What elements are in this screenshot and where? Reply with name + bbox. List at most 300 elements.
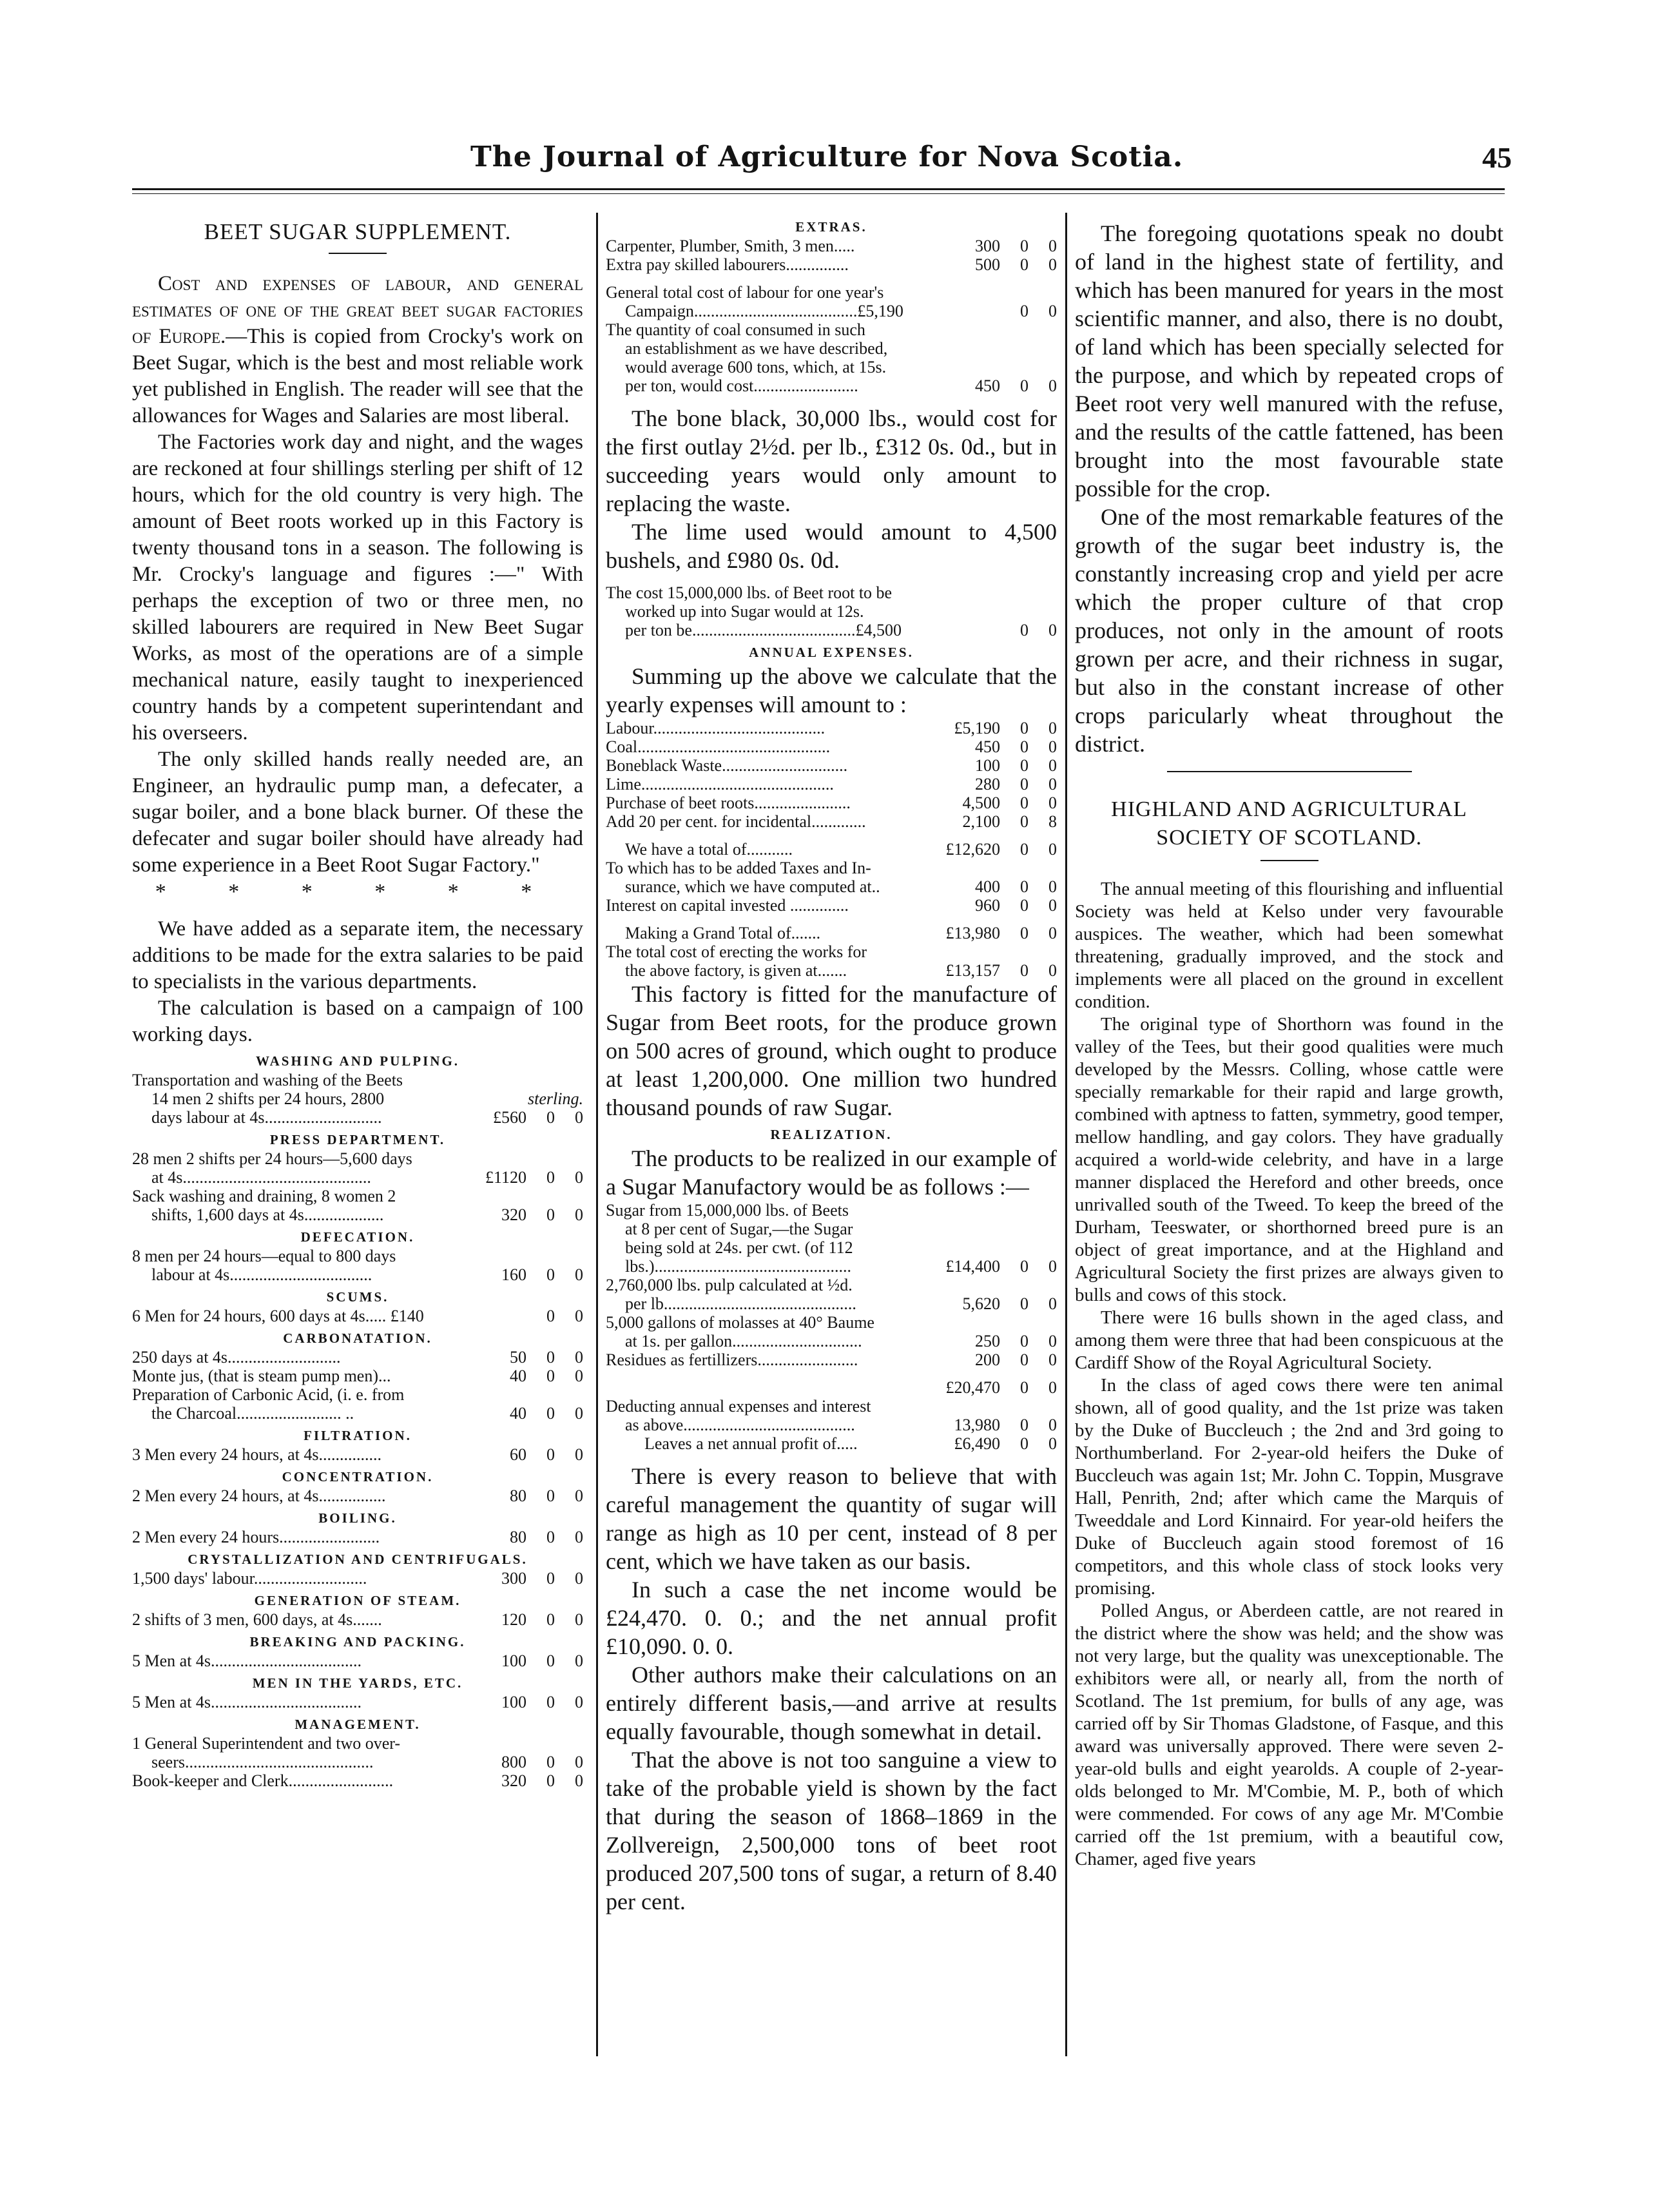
paragraph: The only skilled hands really needed are, an Engineer, an hydraulic pump man, a defecater, a sugar boiler, and a bone black burner. Of these the defecater and sugar boiler should have already had some experience in a Beet Root Sugar Factory." — [132, 748, 583, 877]
table-row — [132, 1610, 583, 1629]
row-pence: 0 — [1048, 719, 1057, 737]
table-row — [606, 737, 1057, 756]
table-row — [606, 924, 1057, 942]
table-subheading: MANAGEMENT. — [294, 1717, 421, 1732]
row-label: 2 Men every 24 hours, at 4s................ — [132, 1486, 386, 1505]
intro-paragraph — [132, 271, 583, 429]
row-pounds: £5,190 — [954, 719, 1000, 737]
row-pence: 0 — [575, 1528, 583, 1546]
table-subheading: EXTRAS. — [795, 219, 867, 235]
row-shillings: 0 — [1020, 621, 1028, 639]
row-pence: 0 — [1048, 775, 1057, 794]
table-row — [606, 283, 1057, 302]
table-subheading: BOILING. — [318, 1510, 397, 1526]
paragraph: The products to be realized in our example of a Sugar Manufactory would be as follows :— — [606, 1145, 1057, 1200]
row-shillings: 0 — [1020, 812, 1028, 831]
row-pounds: 200 — [975, 1350, 1000, 1369]
column-two — [606, 219, 1057, 1916]
heading-rule — [329, 253, 387, 254]
row-label: 1,500 days' labour........................... — [132, 1569, 367, 1588]
row-pence: 0 — [1048, 896, 1057, 915]
table-row — [606, 1201, 1057, 1220]
row-shillings: 0 — [546, 1367, 555, 1385]
row-pounds: 320 — [501, 1771, 526, 1790]
table-row — [132, 1168, 583, 1187]
row-label: Leaves a net annual profit of..... — [644, 1434, 858, 1453]
row-label: Labour......................................... — [606, 719, 826, 737]
section-stars: * * * * * * — [155, 880, 561, 904]
row-label: Sugar from 15,000,000 lbs. of Beets — [606, 1201, 849, 1220]
row-label: The cost 15,000,000 lbs. of Beet root to be — [606, 583, 893, 602]
row-pounds: £13,157 — [945, 961, 1000, 980]
table-subheading: GENERATION OF STEAM. — [254, 1593, 461, 1608]
table-row — [132, 1528, 583, 1546]
row-shillings: 0 — [546, 1753, 555, 1771]
row-label: days labour at 4s............................ — [151, 1108, 382, 1127]
row-pounds: £1120 — [485, 1168, 526, 1187]
row-label: Making a Grand Total of....... — [625, 924, 821, 942]
paragraph: The Factories work day and night, and the wages are reckoned at four shillings sterling per shift of 12 hours, which for the old country is very high. The amount of Beet roots worked up in this Factory is twenty thousand tons in a season. The following is Mr. Crocky's language and figures :—" With perhaps the exception of two or three men, no skilled labourers are required in New Beet Sugar Works, as most of the operations are of a simple mechanical nature, easily taught to inexperienced country hands by a competent superintendant and his overseers. — [132, 431, 583, 745]
row-shillings: 0 — [1020, 719, 1028, 737]
table-subheading: MEN IN THE YARDS, ETC. — [252, 1675, 463, 1691]
row-pence: 0 — [1048, 302, 1057, 320]
row-label: We have a total of........... — [625, 840, 793, 859]
row-shillings: 0 — [546, 1108, 555, 1127]
row-shillings: 0 — [1020, 737, 1028, 756]
table-row — [132, 1445, 583, 1464]
row-pence: 0 — [1048, 376, 1057, 395]
table-row — [132, 1089, 583, 1108]
paragraph: Other authors make their calculations on an entirely different basis,—and arrive at results equally favourable, though somewhat in detail. — [606, 1662, 1057, 1744]
row-pounds: 40 — [510, 1367, 526, 1385]
table-row — [606, 812, 1057, 831]
row-pounds: 40 — [510, 1404, 526, 1423]
table-row — [606, 1294, 1057, 1313]
row-pence: 0 — [1048, 255, 1057, 274]
row-pounds: £12,620 — [945, 840, 1000, 859]
row-shillings: 0 — [546, 1610, 555, 1629]
paragraph: The bone black, 30,000 lbs., would cost for the first outlay 2½d. per lb., £312 0s. 0d., but in succeeding years would only amount to replacing the waste. — [606, 405, 1057, 516]
annual-expenses-table — [606, 719, 1057, 831]
table-row — [606, 1397, 1057, 1416]
row-pounds: 250 — [975, 1332, 1000, 1350]
row-label: seers............................................. — [151, 1753, 374, 1771]
column-divider — [596, 213, 598, 2056]
paragraph: This factory is fitted for the manufacture of Sugar from Beet roots, for the produce grown on 500 acres of ground, which ought to produce at least 1,200,000. One million two hundred thousand pounds of raw Sugar. — [606, 981, 1057, 1120]
row-pounds: 100 — [501, 1693, 526, 1711]
row-label: 1 General Superintendent and two over- — [132, 1734, 401, 1753]
row-pounds: 100 — [975, 756, 1000, 775]
row-label: The total cost of erecting the works for — [606, 942, 867, 961]
table-subheading: WASHING AND PULPING. — [255, 1053, 460, 1069]
paragraph: In such a case the net income would be £24,470. 0. 0.; and the net annual profit £10,090. 0. 0. — [606, 1577, 1057, 1659]
article-heading: HIGHLAND AND AGRICULTURAL SOCIETY OF SCOTLAND. — [1111, 797, 1467, 850]
row-shillings: 0 — [1020, 877, 1028, 896]
paragraph: That the above is not too sanguine a view to take of the probable yield is shown by the fact that during the season of 1868–1869 in the Zollvereign, 2,500,000 tons of beet root produced 207,500 tons of sugar, a return of 8.40 per cent. — [606, 1747, 1057, 1914]
table-row — [606, 237, 1057, 255]
row-label: surance, which we have computed at.. — [625, 877, 880, 896]
heading-rule — [1260, 860, 1318, 861]
row-label: 5 Men at 4s.................................... — [132, 1693, 362, 1711]
table-row — [132, 1486, 583, 1505]
row-pence: 0 — [1048, 877, 1057, 896]
row-pence: 0 — [1048, 237, 1057, 255]
row-label: 8 men per 24 hours—equal to 800 days — [132, 1247, 396, 1265]
table-row — [606, 1257, 1057, 1276]
spacer — [606, 915, 1057, 924]
header-rule — [132, 188, 1505, 190]
column-three — [1075, 219, 1503, 1871]
table-row — [606, 756, 1057, 775]
row-pounds: 50 — [510, 1348, 526, 1367]
row-label: Add 20 per cent. for incidental............. — [606, 812, 866, 831]
spacer — [606, 1369, 1057, 1378]
row-shillings: 0 — [546, 1771, 555, 1790]
row-pence: 0 — [1048, 961, 1057, 980]
row-label: Campaign.......................................£5,190 — [625, 302, 903, 320]
row-label: worked up into Sugar would at 12s. — [625, 602, 864, 621]
row-shillings: 0 — [1020, 896, 1028, 915]
intro-text: —This is copied from Crocky's work on Beet Sugar, which is the best and most reliable work yet published in English. The reader will see that the allowances for Wages and Salaries are most liberal. — [132, 325, 583, 427]
table-row — [132, 1265, 583, 1284]
table-row — [132, 1385, 583, 1404]
row-pence: 8 — [1048, 812, 1057, 831]
table-row — [132, 1108, 583, 1127]
row-label: lbs.)............................................... — [625, 1257, 851, 1276]
paragraph: The lime used would amount to 4,500 bushels, and £980 0s. 0d. — [606, 519, 1057, 573]
row-pence: 0 — [1048, 1294, 1057, 1313]
row-pounds: 300 — [501, 1569, 526, 1588]
row-label: the above factory, is given at....... — [625, 961, 847, 980]
table-row — [132, 1367, 583, 1385]
row-pence: 0 — [575, 1445, 583, 1464]
row-pence: 0 — [575, 1771, 583, 1790]
row-pence: 0 — [575, 1651, 583, 1670]
spacer — [606, 395, 1057, 404]
row-label: at 4s............................................. — [151, 1168, 371, 1187]
row-pounds: 500 — [975, 255, 1000, 274]
row-pounds: 80 — [510, 1486, 526, 1505]
paragraph: The original type of Shorthorn was found in the valley of the Tees, but their good qualities were much developed by the Messrs. Colling, whose cattle were specially remarkable for their rapid and large growth, combined with aptness to fatten, symmetry, good temper, mellow handling, and gay colors. They have gradually acquired a world-wide celebrity, and have in a large manner displaced the Hereford and other breeds, once unrivalled south of the Tweed. To keep the breed of the Durham, Teeswater, or shorthorned breed pure is an object of great importance, and at the Highland and Agricultural Society the first prizes are always given to bulls and cows of this stock. — [1075, 1014, 1503, 1305]
row-label: Book-keeper and Clerk......................... — [132, 1771, 394, 1790]
row-label: would average 600 tons, which, at 15s. — [625, 358, 887, 376]
row-pounds: £14,400 — [945, 1257, 1000, 1276]
table-row — [606, 320, 1057, 339]
row-shillings: 0 — [1020, 756, 1028, 775]
table-subheading: CARBONATATION. — [283, 1330, 432, 1346]
row-label: 3 Men every 24 hours, at 4s............... — [132, 1445, 382, 1464]
row-shillings: 0 — [1020, 255, 1028, 274]
row-shillings: 0 — [1020, 302, 1028, 320]
row-shillings: 0 — [546, 1445, 555, 1464]
row-pounds: £20,470 — [945, 1378, 1000, 1397]
table-row — [606, 621, 1057, 639]
journal-title: The Journal of Agriculture for Nova Scotia. — [470, 141, 1184, 173]
row-pence: 0 — [1048, 1350, 1057, 1369]
row-label: at 1s. per gallon............................... — [625, 1332, 862, 1350]
row-pence: 0 — [575, 1404, 583, 1423]
table-row — [132, 1734, 583, 1753]
row-pence: 0 — [575, 1610, 583, 1629]
row-label: Transportation and washing of the Beets — [132, 1071, 403, 1089]
table-row — [606, 877, 1057, 896]
row-label: Boneblack Waste.............................. — [606, 756, 848, 775]
table-subheading: ANNUAL EXPENSES. — [749, 645, 914, 660]
paragraph: Summing up the above we calculate that the yearly expenses will amount to : — [606, 663, 1057, 717]
table-row — [606, 1434, 1057, 1453]
row-pounds: £6,490 — [954, 1434, 1000, 1453]
row-label: Lime.............................................. — [606, 775, 834, 794]
row-pence: 0 — [575, 1108, 583, 1127]
row-label: at 8 per cent of Sugar,—the Sugar — [625, 1220, 853, 1238]
table-row — [132, 1205, 583, 1224]
row-shillings: 0 — [546, 1486, 555, 1505]
row-pounds: 450 — [975, 737, 1000, 756]
table-row — [606, 1332, 1057, 1350]
row-label: Purchase of beet roots....................... — [606, 794, 851, 812]
row-label: 250 days at 4s........................... — [132, 1348, 341, 1367]
row-pounds: 60 — [510, 1445, 526, 1464]
row-label: Coal.............................................. — [606, 737, 831, 756]
table-row — [606, 358, 1057, 376]
spacer — [606, 574, 1057, 583]
row-shillings: 0 — [1020, 924, 1028, 942]
row-pence: 0 — [575, 1486, 583, 1505]
column-one — [132, 219, 583, 1790]
row-label: per lb.............................................. — [625, 1294, 856, 1313]
row-pounds: 280 — [975, 775, 1000, 794]
table-row — [132, 1307, 583, 1325]
row-pounds: 800 — [501, 1753, 526, 1771]
spacer — [606, 274, 1057, 283]
table-row — [606, 1313, 1057, 1332]
row-pence: 0 — [1048, 794, 1057, 812]
table-row — [606, 1378, 1057, 1397]
row-shillings: 0 — [546, 1348, 555, 1367]
row-pence: 0 — [575, 1569, 583, 1588]
row-pence: 0 — [575, 1367, 583, 1385]
row-pence: 0 — [1048, 737, 1057, 756]
row-shillings: 0 — [1020, 1257, 1028, 1276]
paragraph: We have added as a separate item, the necessary additions to be made for the extra salaries to be paid to specialists in the various departments. — [132, 917, 583, 993]
currency-note: sterling. — [528, 1089, 583, 1108]
row-label: Carpenter, Plumber, Smith, 3 men..... — [606, 237, 855, 255]
row-pence: 0 — [575, 1265, 583, 1284]
row-label: 5 Men at 4s.................................... — [132, 1651, 362, 1670]
row-shillings: 0 — [1020, 1350, 1028, 1369]
row-pounds: 2,100 — [962, 812, 1000, 831]
table-row — [606, 859, 1057, 877]
paragraph: The annual meeting of this flourishing and influential Society was held at Kelso under very favourable auspices. The weather, which had been somewhat threatening, gradually improved, and the stock and implements were all placed on the ground in excellent condition. — [1075, 879, 1503, 1012]
table-subheading: DEFECATION. — [300, 1229, 415, 1245]
table-row — [606, 1416, 1057, 1434]
row-pence: 0 — [1048, 1378, 1057, 1397]
table-row — [606, 1238, 1057, 1257]
row-pounds: 300 — [975, 237, 1000, 255]
row-label: shifts, 1,600 days at 4s................... — [151, 1205, 384, 1224]
row-pounds: 80 — [510, 1528, 526, 1546]
table-subheading: SCUMS. — [326, 1289, 389, 1305]
row-label: Monte jus, (that is steam pump men)... — [132, 1367, 391, 1385]
row-shillings: 0 — [1020, 775, 1028, 794]
row-label: Extra pay skilled labourers............... — [606, 255, 849, 274]
row-label: being sold at 24s. per cwt. (of 112 — [625, 1238, 853, 1257]
row-label: The quantity of coal consumed in such — [606, 320, 865, 339]
row-pounds: 160 — [501, 1265, 526, 1284]
table-row — [606, 840, 1057, 859]
paragraph: Polled Angus, or Aberdeen cattle, are not reared in the district where the show was held; and the show was not very large, but the quality was unexceptionable. The exhibitors were all, or nearly all, from the north of Scotland. The 1st premium, for bulls of any age, was carried off by Sir Thomas Gladstone, of Fasque, and this award was universally approved. There were seven 2-year-old bulls and eight yearolds. A couple of 2-year-olds belonged to Mr. M'Combie, M. P., both of which were commended. For cows of any age Mr. M'Combie carried off the 1st premium, with a beautiful cow, Chamer, aged five years — [1075, 1601, 1503, 1869]
row-pounds: 960 — [975, 896, 1000, 915]
row-label: Preparation of Carbonic Acid, (i. e. from — [132, 1385, 405, 1404]
row-pence: 0 — [1048, 1332, 1057, 1350]
row-shillings: 0 — [1020, 1434, 1028, 1453]
row-label: Sack washing and draining, 8 women 2 — [132, 1187, 396, 1205]
table-row — [132, 1693, 583, 1711]
table-row — [606, 302, 1057, 320]
row-shillings: 0 — [1020, 794, 1028, 812]
row-pounds: £13,980 — [945, 924, 1000, 942]
row-label: 2,760,000 lbs. pulp calculated at ½d. — [606, 1276, 853, 1294]
section-rule — [1167, 771, 1412, 772]
paragraph: There is every reason to believe that with careful management the quantity of sugar will range as high as 10 per cent, instead of 8 per cent, which we have taken as our basis. — [606, 1463, 1057, 1574]
row-label: per ton be.......................................£4,500 — [625, 621, 902, 639]
row-shillings: 0 — [546, 1265, 555, 1284]
row-pounds: 120 — [501, 1610, 526, 1629]
row-shillings: 0 — [546, 1528, 555, 1546]
article-heading: BEET SUGAR SUPPLEMENT. — [204, 219, 512, 244]
row-pounds: 400 — [975, 877, 1000, 896]
row-label: 2 shifts of 3 men, 600 days, at 4s....... — [132, 1610, 382, 1629]
paragraph: One of the most remarkable features of the growth of the sugar beet industry is, the constantly increasing crop and yield per acre which the proper culture of that crop produces, not only in the amount of roots grown per acre, and their richness in sugar, but also in the constant increase of other crops paricularly wheat throughout the district. — [1075, 504, 1503, 757]
intro-lead: Cost and expenses of labour, and general estimates of one of the great beet sugar factories of Europe. — [132, 272, 583, 348]
row-shillings: 0 — [546, 1168, 555, 1187]
row-label: per ton, would cost......................... — [625, 376, 858, 395]
table-row — [132, 1404, 583, 1423]
row-shillings: 0 — [1020, 376, 1028, 395]
table-row — [132, 1071, 583, 1089]
spacer — [606, 831, 1057, 840]
row-shillings: 0 — [1020, 1416, 1028, 1434]
column-divider — [1065, 213, 1067, 2056]
row-pence: 0 — [575, 1348, 583, 1367]
row-pence: 0 — [1048, 1434, 1057, 1453]
row-pounds: 450 — [975, 376, 1000, 395]
row-shillings: 0 — [1020, 1332, 1028, 1350]
table-row — [606, 719, 1057, 737]
table-row — [606, 896, 1057, 915]
table-row — [132, 1651, 583, 1670]
paragraph: There were 16 bulls shown in the aged class, and among them were three that had been conspicuous at the Cardiff Show of the Royal Agricultural Society. — [1075, 1307, 1503, 1373]
table-row — [606, 255, 1057, 274]
row-shillings: 0 — [546, 1404, 555, 1423]
table-subheading: CONCENTRATION. — [282, 1469, 434, 1485]
paragraph: The foregoing quotations speak no doubt of land in the highest state of fertility, and which has been manured for years in the most scientific manner, and also, there is no doubt, of land which has been specially selected for the purpose, and which by repeated crops of Beet root very well manured with the refuse, and the results of the cattle fattened, has been brought into the most favourable state possible for the crop. — [1075, 220, 1503, 501]
row-shillings: 0 — [1020, 961, 1028, 980]
row-label: 14 men 2 shifts per 24 hours, 2800 — [151, 1089, 385, 1108]
row-pounds: 13,980 — [954, 1416, 1000, 1434]
table-row — [132, 1771, 583, 1790]
row-label: 6 Men for 24 hours, 600 days at 4s..... £140 — [132, 1307, 424, 1325]
spacer — [606, 1453, 1057, 1462]
row-shillings: 0 — [1020, 237, 1028, 255]
row-label: 5,000 gallons of molasses at 40° Baume — [606, 1313, 874, 1332]
row-shillings: 0 — [546, 1569, 555, 1588]
row-label: as above......................................... — [625, 1416, 855, 1434]
row-pence: 0 — [575, 1693, 583, 1711]
row-pounds: 5,620 — [962, 1294, 1000, 1313]
row-shillings: 0 — [1020, 1378, 1028, 1397]
table-row — [132, 1753, 583, 1771]
header-rule-thin — [132, 193, 1505, 194]
paragraph: The calculation is based on a campaign of 100 working days. — [132, 997, 583, 1046]
row-pounds: 4,500 — [962, 794, 1000, 812]
row-shillings: 0 — [546, 1651, 555, 1670]
table-row — [606, 1350, 1057, 1369]
row-label: Residues as fertillizers........................ — [606, 1350, 858, 1369]
table-subheading: BREAKING AND PACKING. — [249, 1634, 466, 1650]
row-shillings: 0 — [546, 1205, 555, 1224]
table-row — [606, 775, 1057, 794]
table-row — [132, 1187, 583, 1205]
table-row — [606, 1220, 1057, 1238]
row-label: General total cost of labour for one year's — [606, 283, 884, 302]
row-shillings: 0 — [1020, 1294, 1028, 1313]
row-pounds: £560 — [493, 1108, 526, 1127]
row-label: 28 men 2 shifts per 24 hours—5,600 days — [132, 1149, 412, 1168]
table-subheading: REALIZATION. — [770, 1127, 893, 1142]
row-label: an establishment as we have described, — [625, 339, 888, 358]
row-pence: 0 — [1048, 756, 1057, 775]
table-row — [132, 1348, 583, 1367]
paragraph: In the class of aged cows there were ten animal shown, all of good quality, and the 1st prize was taken by the Duke of Buccleuch ; the 2nd and 3rd going to Northumberland. For 2-year-old heifers the Duke of Buccleuch was again 1st; Mr. John C. Toppin, Musgrave Hall, Penrith, 2nd; after which came the Marquis of Tweeddale and Lord Kinnaird. For year-old heifers the Duke of Buccleuch again stood foremost of 16 competitors, and this whole class of stock looks very promising. — [1075, 1375, 1503, 1599]
row-label: Interest on capital invested .............. — [606, 896, 849, 915]
table-row — [606, 961, 1057, 980]
table-row — [606, 602, 1057, 621]
row-pounds: 100 — [501, 1651, 526, 1670]
table-row — [606, 1276, 1057, 1294]
row-label: To which has to be added Taxes and In- — [606, 859, 871, 877]
row-pence: 0 — [575, 1168, 583, 1187]
table-row — [132, 1149, 583, 1168]
row-pounds: 320 — [501, 1205, 526, 1224]
row-label: 2 Men every 24 hours........................ — [132, 1528, 380, 1546]
row-shillings: 0 — [1020, 840, 1028, 859]
row-pence: 0 — [1048, 924, 1057, 942]
row-pence: 0 — [575, 1753, 583, 1771]
row-pence: 0 — [1048, 840, 1057, 859]
table-subheading: CRYSTALLIZATION AND CENTRIFUGALS. — [188, 1552, 528, 1567]
table-row — [606, 794, 1057, 812]
table-subheading: FILTRATION. — [304, 1428, 412, 1443]
row-label: Deducting annual expenses and interest — [606, 1397, 871, 1416]
row-pence: 0 — [1048, 1257, 1057, 1276]
table-row — [132, 1569, 583, 1588]
row-pence: 0 — [1048, 1416, 1057, 1434]
row-label: the Charcoal......................... .. — [151, 1404, 354, 1423]
table-row — [606, 339, 1057, 358]
row-pence: 0 — [575, 1205, 583, 1224]
row-pence: 0 — [575, 1307, 583, 1325]
page-number: 45 — [1482, 141, 1512, 174]
table-row — [132, 1247, 583, 1265]
table-row — [606, 942, 1057, 961]
table-row — [606, 583, 1057, 602]
table-row — [606, 376, 1057, 395]
table-subheading: PRESS DEPARTMENT. — [269, 1132, 446, 1147]
row-shillings: 0 — [546, 1693, 555, 1711]
row-shillings: 0 — [546, 1307, 555, 1325]
row-pence: 0 — [1048, 621, 1057, 639]
